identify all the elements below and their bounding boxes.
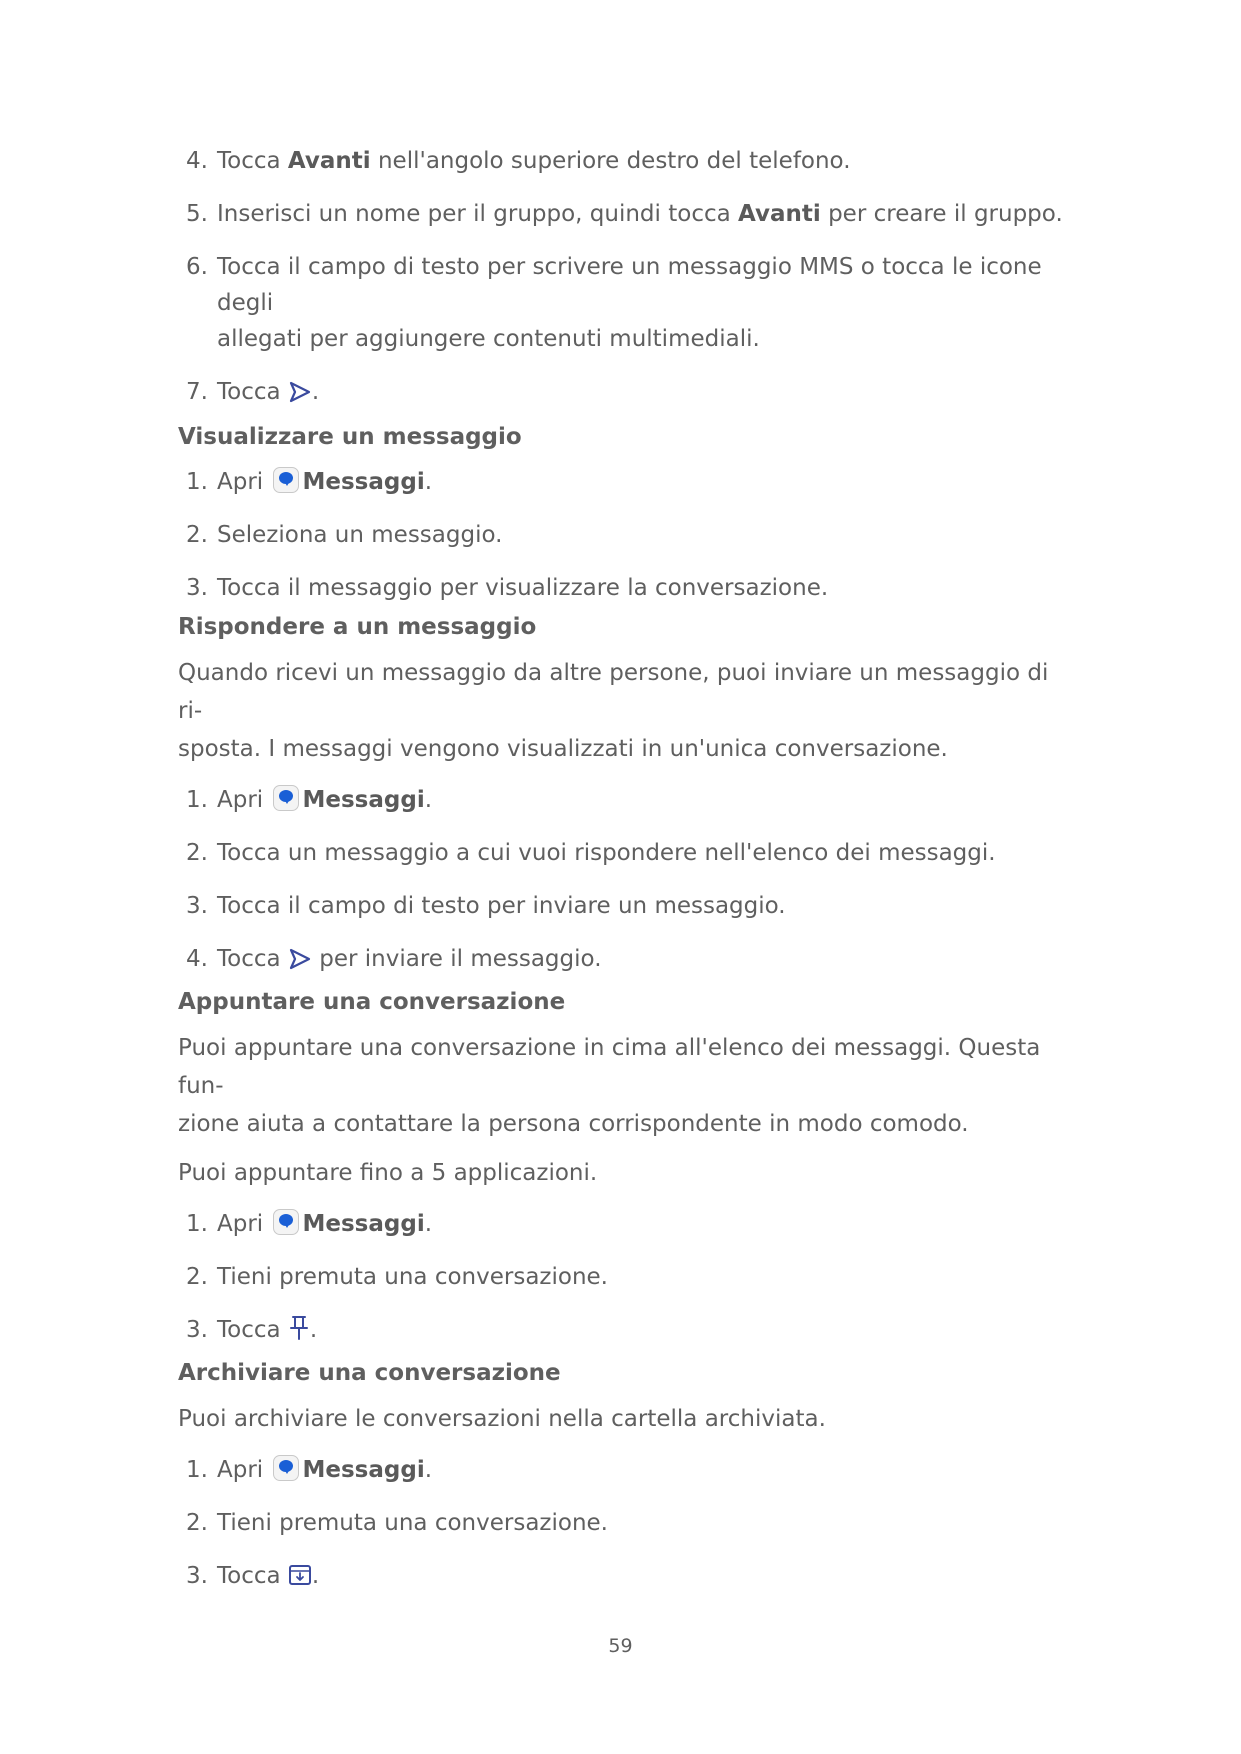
- step-number: 2.: [186, 1264, 208, 1290]
- list-item: [178, 374, 1078, 414]
- send-arrow-icon: [288, 945, 312, 981]
- step-number: 5.: [186, 201, 208, 227]
- list-item: [178, 1259, 1078, 1295]
- step-text: Tocca il campo di testo per scrivere un messaggio MMS o tocca le icone degli: [217, 254, 1042, 316]
- step-text: Tocca: [217, 1317, 288, 1343]
- step-number: 1.: [186, 469, 208, 495]
- page-number: 59: [608, 1635, 633, 1657]
- step-text: Inserisci un nome per il gruppo, quindi tocca: [217, 201, 739, 227]
- step-text: Apri: [217, 469, 271, 495]
- step-text: .: [424, 469, 433, 495]
- paragraph: [178, 1029, 1078, 1143]
- step-text: Tieni premuta una conversazione.: [217, 1264, 608, 1290]
- list-item: [178, 570, 1078, 606]
- list-item: [178, 1505, 1078, 1541]
- step-text: Tocca il campo di testo per inviare un messaggio.: [217, 893, 786, 919]
- step-text: per inviare il messaggio.: [311, 946, 602, 972]
- step-number: 3.: [186, 1317, 208, 1343]
- step-number: 2.: [186, 522, 208, 548]
- step-text: nell'angolo superiore destro del telefono.: [370, 148, 851, 174]
- step-number: 1.: [186, 787, 208, 813]
- step-text: .: [311, 1563, 320, 1589]
- messages-app-icon: [273, 467, 299, 493]
- list-item: [178, 464, 1078, 500]
- step-text: Tocca: [217, 946, 288, 972]
- section-title: Archiviare una conversazione: [178, 1360, 561, 1386]
- step-text: Tocca: [217, 148, 288, 174]
- steps-list-pin: [178, 1206, 1078, 1352]
- archive-icon: [288, 1562, 312, 1598]
- step-number: 3.: [186, 893, 208, 919]
- paragraph-line: Puoi appuntare una conversazione in cima all'elenco dei messaggi. Questa fun-: [178, 1035, 1041, 1099]
- paragraph: Puoi appuntare fino a 5 applicazioni.: [178, 1160, 598, 1186]
- steps-list-reply: [178, 782, 1078, 981]
- messages-app-icon: [273, 1455, 299, 1481]
- paragraph-line: Quando ricevi un messaggio da altre persone, puoi inviare un messaggio di ri-: [178, 660, 1049, 724]
- section-title: Appuntare una conversazione: [178, 989, 566, 1015]
- messages-app-icon: [273, 1209, 299, 1235]
- step-text: .: [424, 1211, 433, 1237]
- step-text: Apri: [217, 1211, 271, 1237]
- step-number: 7.: [186, 379, 208, 405]
- paragraph: Puoi archiviare le conversazioni nella cartella archiviata.: [178, 1406, 826, 1432]
- list-item: [178, 941, 1078, 981]
- step-text: .: [311, 379, 320, 405]
- step-text: Tieni premuta una conversazione.: [217, 1510, 608, 1536]
- step-number: 2.: [186, 1510, 208, 1536]
- list-item: [178, 517, 1078, 553]
- list-item: [178, 1312, 1078, 1352]
- steps-list-top: [178, 143, 1078, 414]
- step-text: .: [424, 1457, 433, 1483]
- step-number: 1.: [186, 1211, 208, 1237]
- step-text: Tocca: [217, 1563, 288, 1589]
- step-number: 3.: [186, 1563, 208, 1589]
- list-item: [178, 1558, 1078, 1598]
- paragraph-line: sposta. I messaggi vengono visualizzati in un'unica conversazione.: [178, 736, 948, 762]
- section-title: Rispondere a un messaggio: [178, 614, 537, 640]
- section-title: Visualizzare un messaggio: [178, 424, 522, 450]
- step-text: Tocca: [217, 379, 288, 405]
- step-text: Apri: [217, 787, 271, 813]
- step-text: Tocca il messaggio per visualizzare la conversazione.: [217, 575, 829, 601]
- paragraph: [178, 654, 1078, 768]
- step-number: 3.: [186, 575, 208, 601]
- steps-list-archive: [178, 1452, 1078, 1598]
- step-text: .: [424, 787, 433, 813]
- paragraph-line: zione aiuta a contattare la persona corrispondente in modo comodo.: [178, 1111, 969, 1137]
- step-number: 6.: [186, 254, 208, 280]
- step-bold: Avanti: [738, 201, 821, 227]
- step-bold: Messaggi: [302, 469, 425, 495]
- steps-list-view: [178, 464, 1078, 606]
- list-item: [178, 196, 1078, 232]
- list-item: [178, 888, 1078, 924]
- list-item: [178, 782, 1078, 818]
- list-item: [178, 1452, 1078, 1488]
- step-text: per creare il gruppo.: [820, 201, 1063, 227]
- step-number: 1.: [186, 1457, 208, 1483]
- step-number: 4.: [186, 148, 208, 174]
- step-bold: Messaggi: [302, 1211, 425, 1237]
- send-arrow-icon: [288, 378, 312, 414]
- messages-app-icon: [273, 785, 299, 811]
- step-text: Apri: [217, 1457, 271, 1483]
- step-text: .: [309, 1317, 318, 1343]
- list-item: [178, 143, 1078, 179]
- list-item: [178, 1206, 1078, 1242]
- step-text: Seleziona un messaggio.: [217, 522, 503, 548]
- list-item: [178, 249, 1078, 357]
- list-item: [178, 835, 1078, 871]
- step-number: 4.: [186, 946, 208, 972]
- pin-icon: [288, 1315, 310, 1352]
- step-text: allegati per aggiungere contenuti multimediali.: [217, 326, 760, 352]
- step-bold: Messaggi: [302, 787, 425, 813]
- page-content: [178, 143, 1078, 1615]
- step-number: 2.: [186, 840, 208, 866]
- step-text: Tocca un messaggio a cui vuoi rispondere nell'elenco dei messaggi.: [217, 840, 996, 866]
- step-bold: Avanti: [287, 148, 371, 174]
- step-bold: Messaggi: [302, 1457, 425, 1483]
